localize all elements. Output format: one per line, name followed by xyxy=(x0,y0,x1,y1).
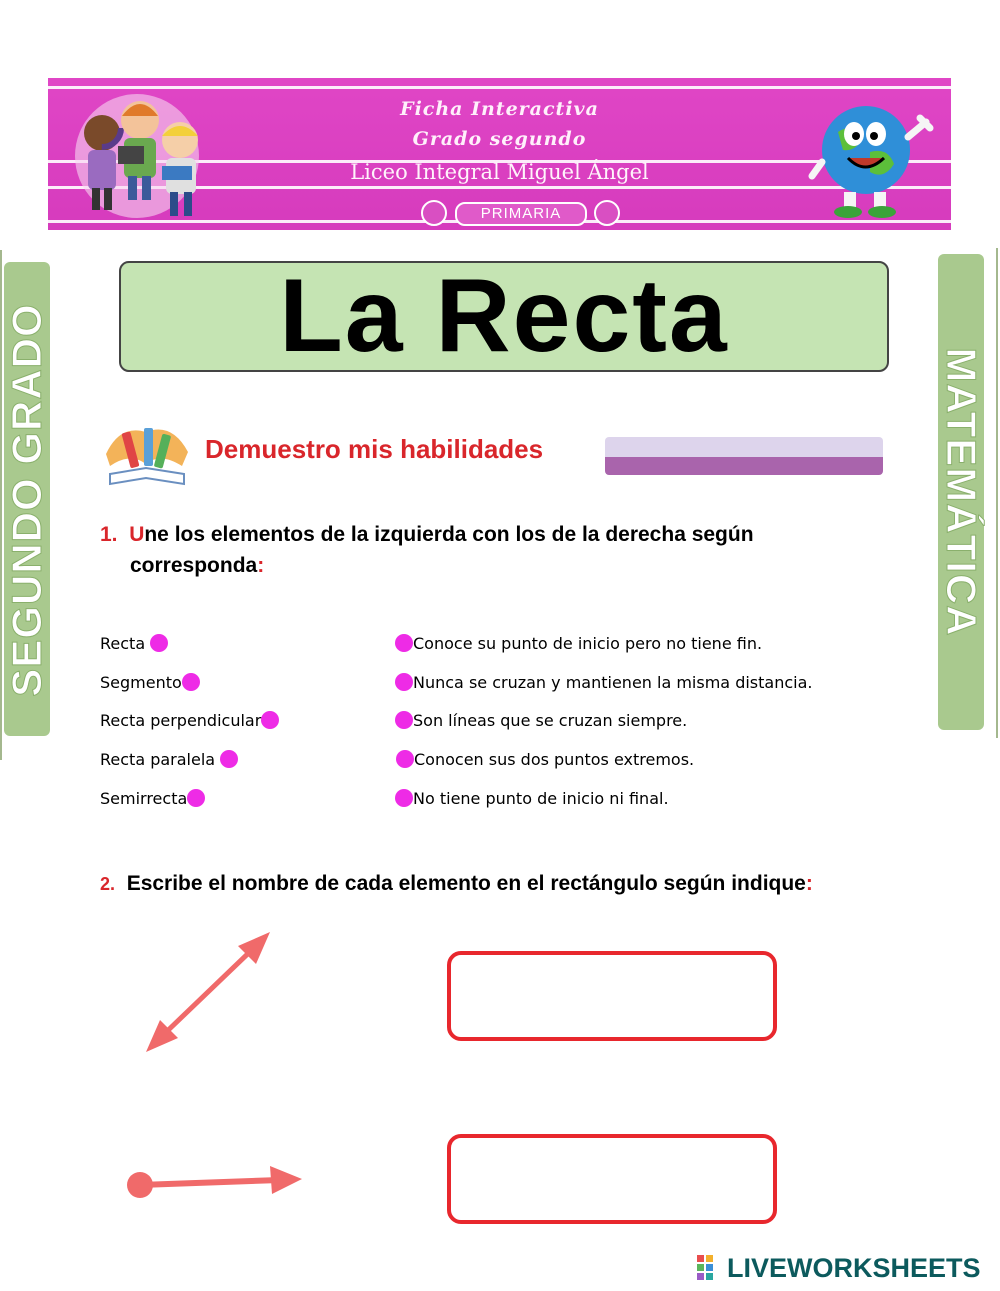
match-right-item xyxy=(395,789,669,808)
side-label-left xyxy=(4,262,50,736)
question-number: 2. xyxy=(100,874,116,894)
match-left-label: Segmento xyxy=(100,673,182,692)
globe-mascot-illustration xyxy=(808,92,938,222)
answer-box-2[interactable] xyxy=(447,1134,777,1224)
answer-box-1[interactable] xyxy=(447,951,777,1041)
match-right-label: Conoce su punto de inicio pero no tiene fin. xyxy=(413,634,763,653)
emblem-icon xyxy=(421,200,447,226)
ray-arrow-icon xyxy=(120,1160,310,1210)
side-rule-right xyxy=(996,248,998,738)
liveworksheets-icon xyxy=(697,1255,723,1283)
connector-dot[interactable] xyxy=(150,634,168,652)
heading-decoration-bar xyxy=(605,437,883,475)
brand-name: LIVEWORKSHEETS xyxy=(727,1253,981,1283)
section-heading: Demuestro mis habilidades xyxy=(205,434,544,464)
side-rule-left xyxy=(0,250,2,760)
match-right-item xyxy=(395,634,762,653)
children-illustration xyxy=(62,88,212,223)
school-name: Liceo Integral Miguel Ángel xyxy=(350,160,649,184)
match-left-label: Recta xyxy=(100,634,146,653)
question-colon: : xyxy=(805,872,813,895)
banner-line2: Grado segundo xyxy=(412,128,587,150)
question-text: Escribe el nombre de cada elemento en el rectángulo según indique xyxy=(126,872,806,895)
question-colon: : xyxy=(257,554,265,577)
connector-dot[interactable] xyxy=(395,673,413,691)
grade-label: SEGUNDO GRADO xyxy=(3,303,50,697)
match-right-item xyxy=(395,673,812,692)
header-banner xyxy=(48,78,951,230)
first-letter: U xyxy=(129,523,145,546)
level-badge: PRIMARIA xyxy=(455,202,587,226)
side-label-right xyxy=(938,254,984,730)
emblem-icon xyxy=(594,200,620,226)
question-2-prompt xyxy=(100,868,950,900)
connector-dot[interactable] xyxy=(395,711,413,729)
match-right-label: Son líneas que se cruzan siempre. xyxy=(413,711,688,730)
question-text: ne los elementos de la izquierda con los de la derecha según corresponda xyxy=(130,523,754,577)
school-supplies-icon xyxy=(100,418,192,493)
match-right-item xyxy=(395,711,687,730)
connector-dot[interactable] xyxy=(220,750,238,768)
connector-dot[interactable] xyxy=(395,634,413,652)
match-right-item xyxy=(396,750,694,769)
match-right-label: Conocen sus dos puntos extremos. xyxy=(414,750,695,769)
connector-dot[interactable] xyxy=(396,750,414,768)
subject-label: MATEMÁTICA xyxy=(938,347,985,637)
match-left-item xyxy=(100,711,279,730)
connector-dot[interactable] xyxy=(395,789,413,807)
connector-dot[interactable] xyxy=(187,789,205,807)
connector-dot[interactable] xyxy=(182,673,200,691)
page-title: La Recta xyxy=(279,258,729,374)
match-left-item xyxy=(100,673,200,692)
match-left-label: Recta paralela xyxy=(100,750,216,769)
title-box xyxy=(119,258,889,374)
match-left-item xyxy=(100,789,205,808)
question-number: 1. xyxy=(100,523,118,546)
connector-dot[interactable] xyxy=(261,711,279,729)
double-arrow-line-icon xyxy=(130,920,290,1070)
match-right-label: No tiene punto de inicio ni final. xyxy=(413,789,669,808)
match-left-label: Semirrecta xyxy=(100,789,188,808)
match-left-label: Recta perpendicular xyxy=(100,711,262,730)
match-left-item xyxy=(100,750,238,769)
banner-line1: Ficha Interactiva xyxy=(400,98,599,120)
question-1-prompt xyxy=(100,519,890,581)
match-left-item xyxy=(100,634,168,653)
match-right-label: Nunca se cruzan y mantienen la misma distancia. xyxy=(413,673,813,692)
